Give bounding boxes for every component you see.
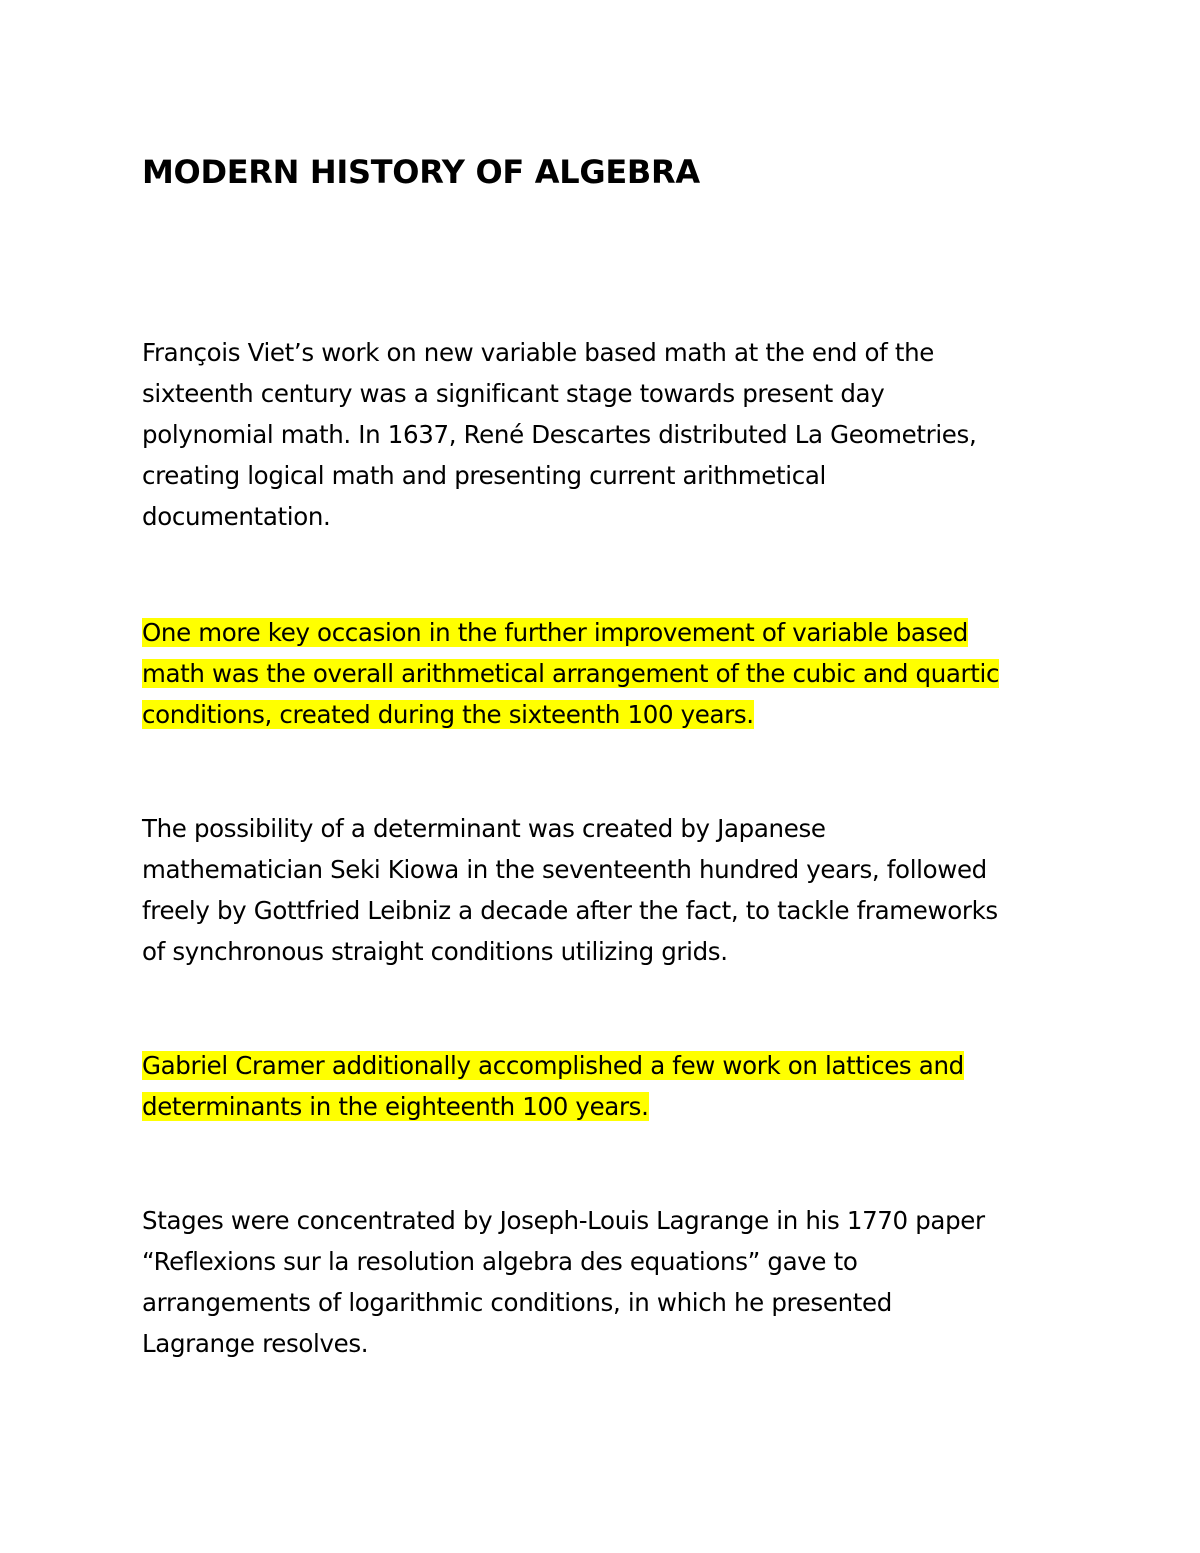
paragraph-line: polynomial math. In 1637, René Descartes distributed La Geometries,: [142, 420, 977, 449]
paragraph-line: arrangements of logarithmic conditions, in which he presented: [142, 1288, 892, 1317]
paragraph-line: Stages were concentrated by Joseph-Louis Lagrange in his 1770 paper: [142, 1206, 985, 1235]
highlighted-line: math was the overall arithmetical arrangement of the cubic and quartic: [142, 659, 1000, 688]
paragraph-line: creating logical math and presenting current arithmetical: [142, 461, 826, 490]
paragraph-line: mathematician Seki Kiowa in the seventeenth hundred years, followed: [142, 855, 987, 884]
highlighted-line: determinants in the eighteenth 100 years.: [142, 1092, 649, 1121]
highlighted-line: conditions, created during the sixteenth 100 years.: [142, 700, 754, 729]
document-title: MODERN HISTORY OF ALGEBRA: [142, 153, 700, 191]
paragraph-viet: [142, 332, 976, 537]
paragraph-line: François Viet’s work on new variable based math at the end of the: [142, 338, 934, 367]
paragraph-cramer-highlighted: [142, 1045, 964, 1127]
paragraph-cubic-quartic-highlighted: [142, 612, 999, 735]
paragraph-line: of synchronous straight conditions utilizing grids.: [142, 937, 728, 966]
paragraph-determinant: [142, 808, 998, 972]
paragraph-line: “Reflexions sur la resolution algebra des equations” gave to: [142, 1247, 858, 1276]
highlighted-line: Gabriel Cramer additionally accomplished a few work on lattices and: [142, 1051, 964, 1080]
paragraph-line: freely by Gottfried Leibniz a decade after the fact, to tackle frameworks: [142, 896, 998, 925]
paragraph-line: Lagrange resolves.: [142, 1329, 369, 1358]
paragraph-lagrange: [142, 1200, 985, 1364]
paragraph-line: documentation.: [142, 502, 331, 531]
paragraph-line: The possibility of a determinant was created by Japanese: [142, 814, 826, 843]
paragraph-line: sixteenth century was a significant stage towards present day: [142, 379, 885, 408]
highlighted-line: One more key occasion in the further improvement of variable based: [142, 618, 968, 647]
